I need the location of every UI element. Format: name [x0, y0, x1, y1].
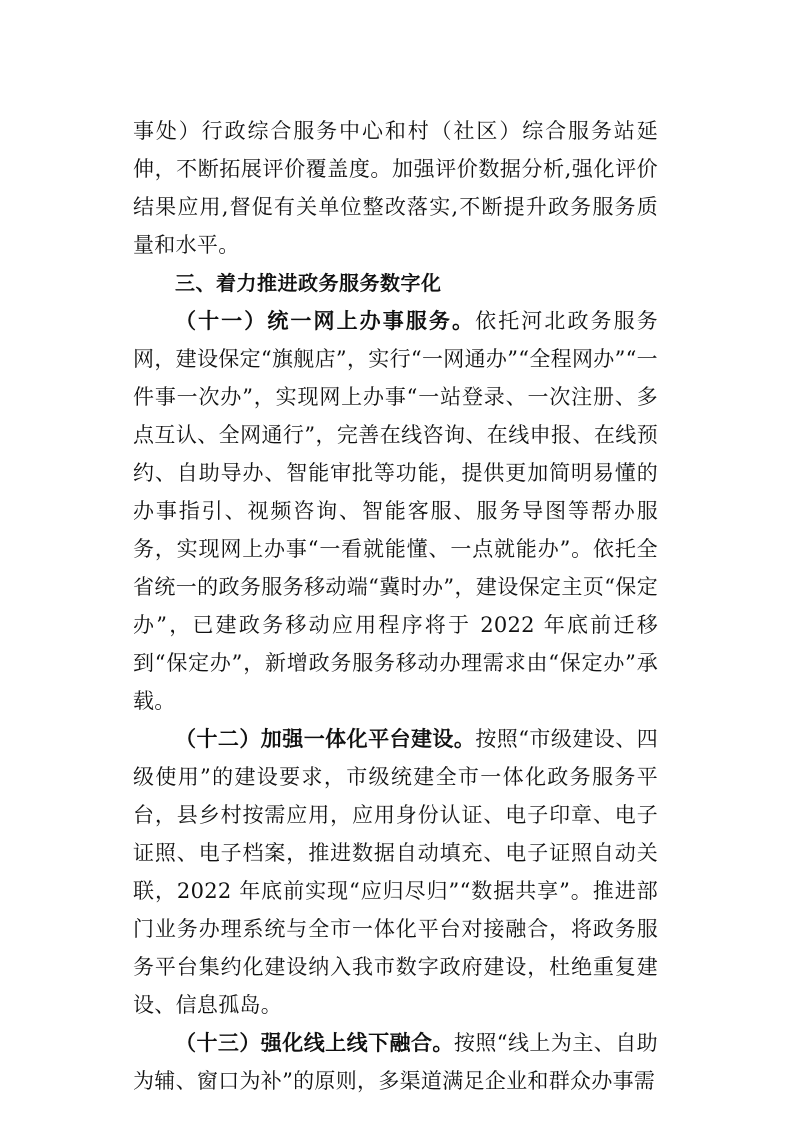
document-page [133, 112, 658, 1100]
paragraph-text: 按照“市级建设、四级使用”的建设要求，市级统建全市一体化政务服务平台，县乡村按需应用，应用身份认证、电子印章、电子证照、电子档案，推进数据自动填充、电子证照自动关联，2022 年底前实现“应归尽归”“数据共享”。推进部门业务办理系统与全市一体化平台对接融合，将政务服务平台集约化建设纳入我市数字政府建设，杜绝重复建设、信息孤岛。 [133, 727, 659, 1017]
paragraph-item-13 [133, 1024, 658, 1100]
paragraph-text: 依托河北政务服务网，建设保定“旗舰店”，实行“一网通办”“全程网办”“一件事一次办”，实现网上办事“一站登录、一次注册、多点互认、全网通行”，完善在线咨询、在线申报、在线预约、自助导办、智能审批等功能，提供更加简明易懂的办事指引、视频咨询、智能客服、服务导图等帮办服务，实现网上办事“一看就能懂、一点就能办”。依托全省统一的政务服务移动端“冀时办”，建设保定主页“保定办”，已建政务移动应用程序将于 2022 年底前迁移到“保定办”，新增政务服务移动办理需求由“保定办”承载。 [133, 309, 658, 713]
paragraph-lead: （十一）统一网上办事服务。 [175, 309, 476, 333]
section-heading: 三、着力推进政务服务数字化 [175, 271, 442, 295]
paragraph-text: 按照“线上为主、自助为辅、窗口为补”的原则，多渠道满足企业和群众办事需 [133, 1031, 658, 1093]
paragraph-lead: （十三）强化线上线下融合。 [175, 1031, 454, 1055]
paragraph-text: 事处）行政综合服务中心和村（社区）综合服务站延伸，不断拓展评价覆盖度。加强评价数据分析,强化评价结果应用,督促有关单位整改落实,不断提升政务服务质量和水平。 [133, 119, 658, 257]
paragraph-lead: （十二）加强一体化平台建设。 [175, 727, 476, 751]
paragraph-continuation [133, 112, 658, 264]
paragraph-item-12 [133, 720, 658, 1024]
paragraph-item-11 [133, 302, 658, 720]
